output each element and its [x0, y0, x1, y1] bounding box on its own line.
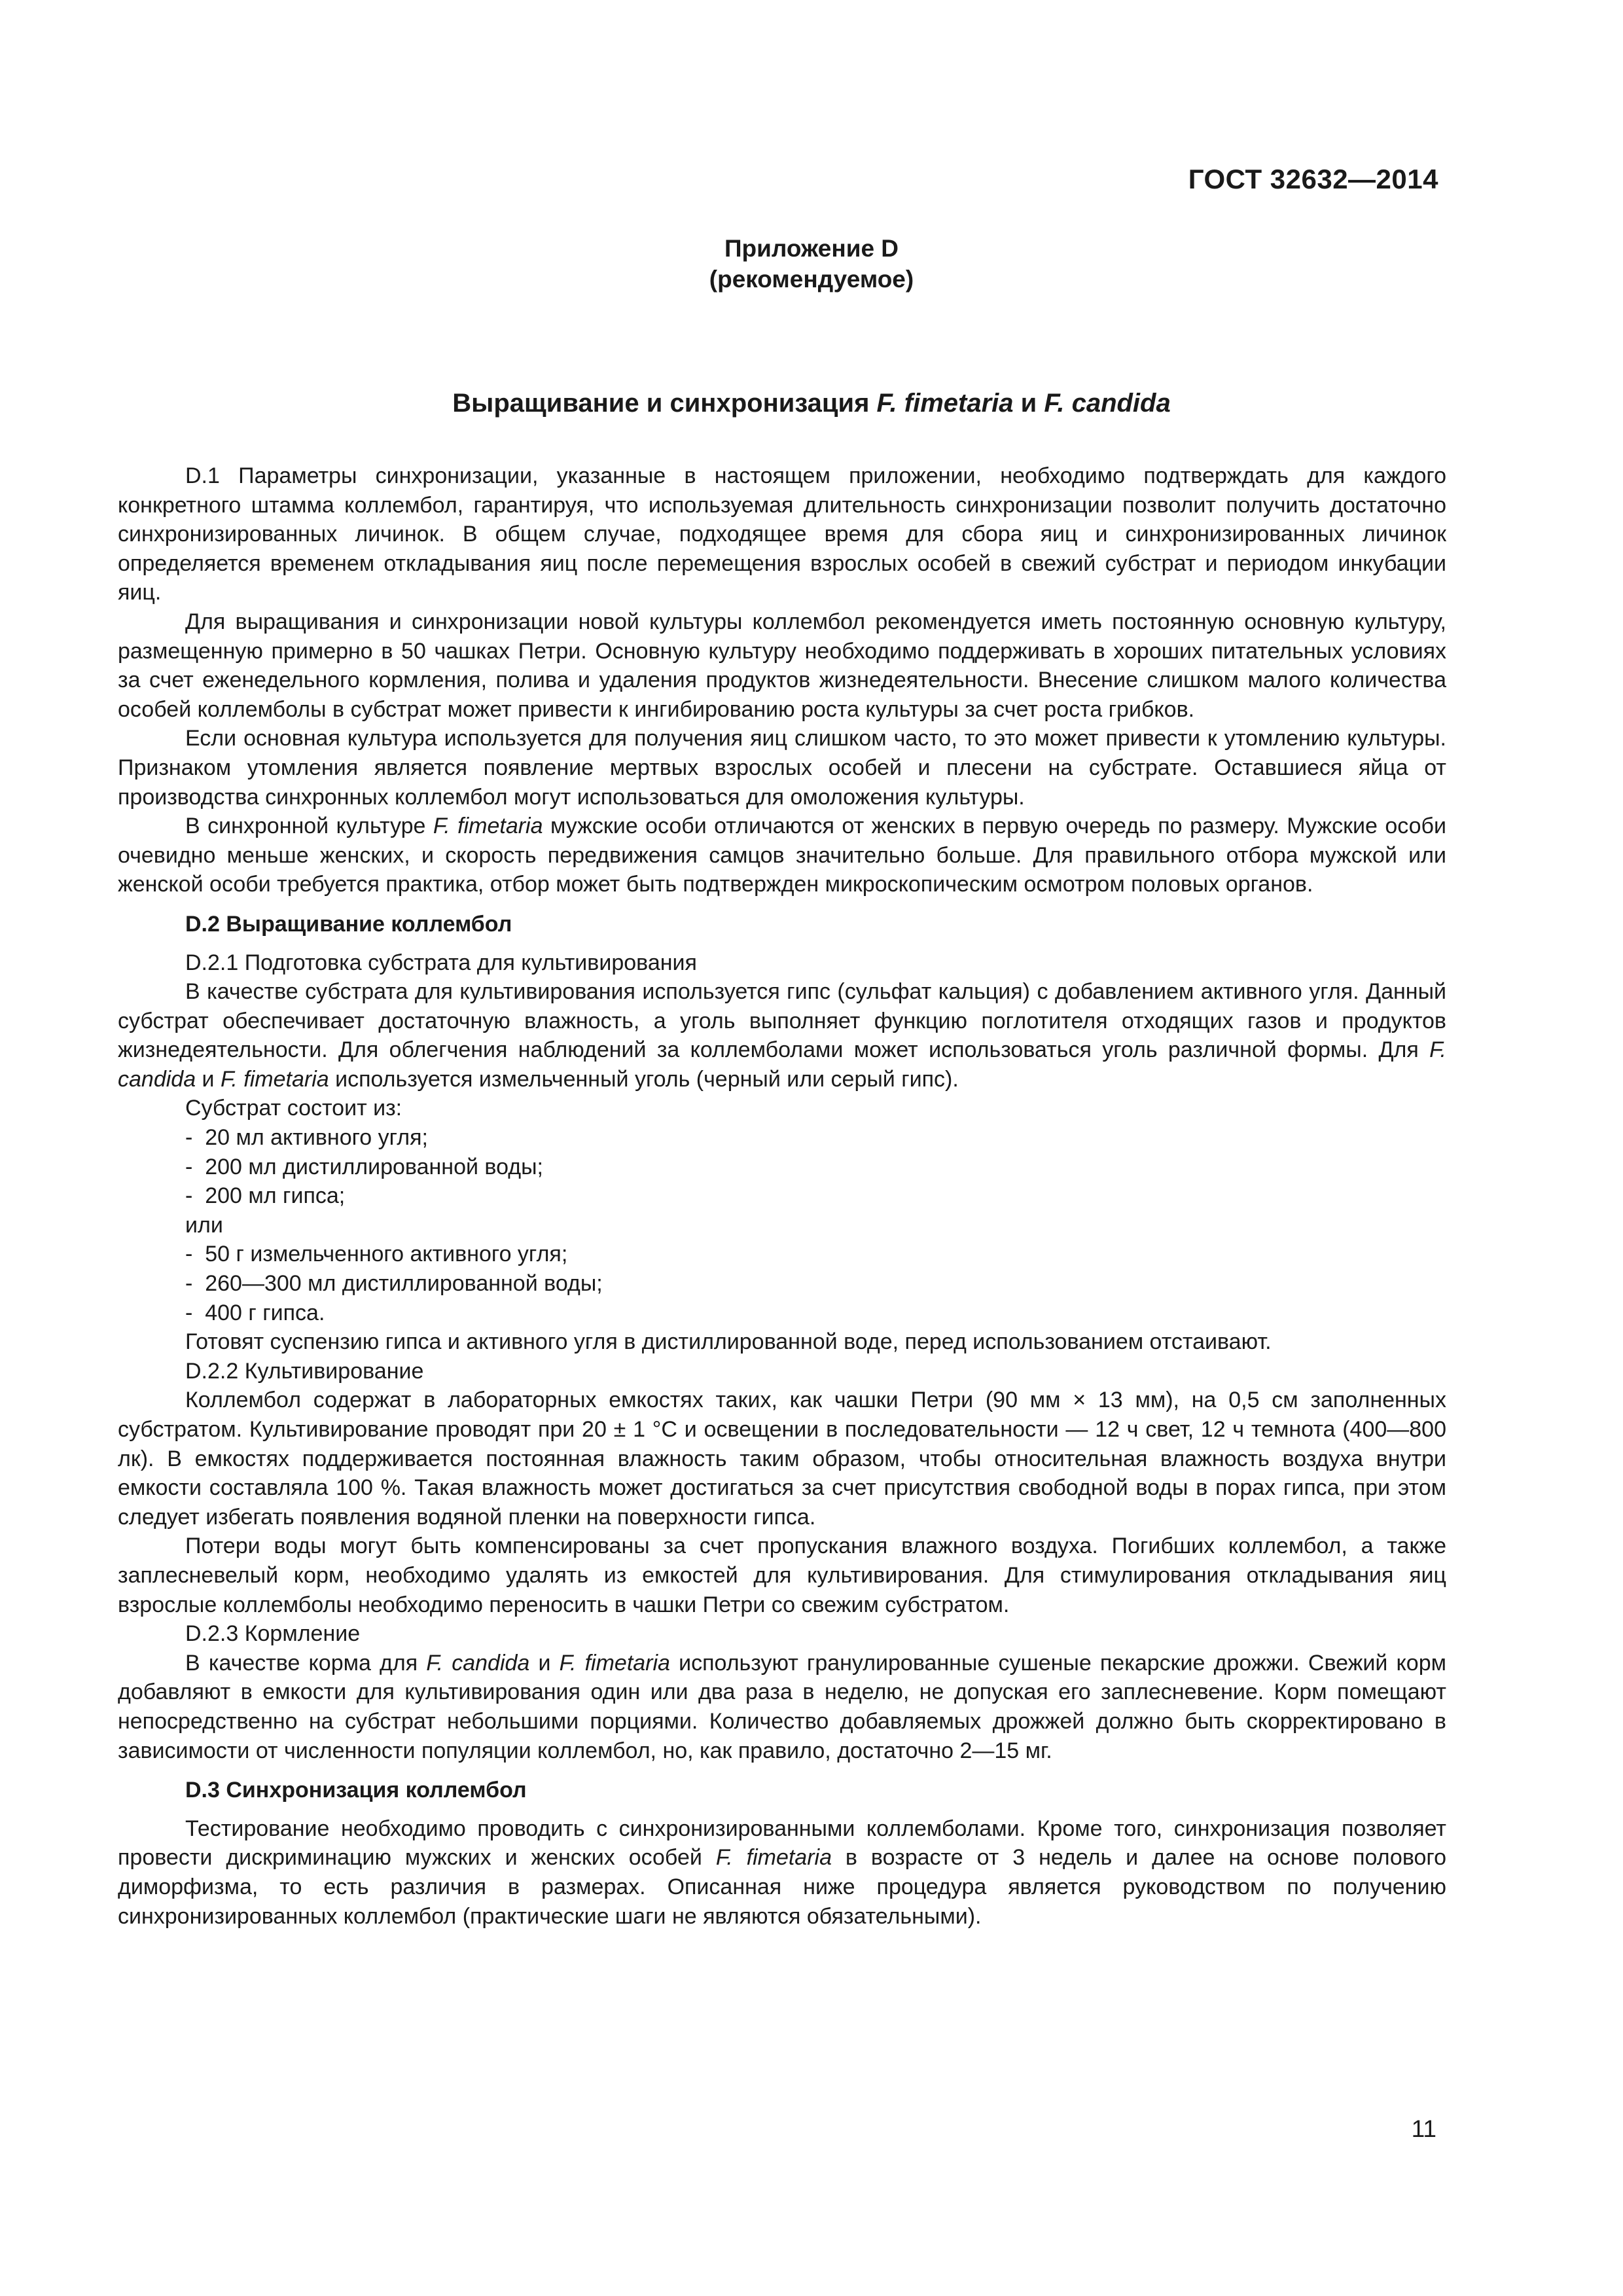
list-item: - 400 г гипса.: [185, 1299, 1446, 1328]
list-item: - 20 мл активного угля;: [185, 1123, 1446, 1153]
subsection-title-d2-2: D.2.2 Культивирование: [185, 1358, 424, 1384]
paragraph-d1-2: Для выращивания и синхронизации новой культуры коллембол рекомендуется иметь постоянную основную культуру, размещенную примерно в 50 чашках Петри. Основную культуру необходимо поддерживать в хороших питательных условиях за счет еженедельного кормления, полива и удаления продуктов жизнедеятельности. Внесение слишком малого количества особей коллемболы в субстрат может привести к ингибированию роста культуры за счет роста грибков.: [118, 609, 1446, 722]
paragraph-d2-1-3: Готовят суспензию гипса и активного угля в дистиллированной воде, перед использованием отстаивают.: [185, 1329, 1272, 1355]
list-item: - 260—300 мл дистиллированной воды;: [185, 1269, 1446, 1299]
paragraph-d2-2-2: Потери воды могут быть компенсированы за счет пропускания влажного воздуха. Погибших коллембол, а также заплесневелый корм, необходимо удалять из емкостей для культивирования. Для стимулирования откладывания яиц взрослые коллемболы необходимо переносить в чашки Петри со свежим субстратом.: [118, 1534, 1446, 1617]
annex-title: [0, 389, 1623, 418]
title-species-2: F. candida: [1044, 389, 1171, 418]
substrate-list-2: [118, 1240, 1446, 1327]
section-heading-d2: D.2 Выращивание коллембол: [185, 911, 512, 937]
paragraph-d2-1-1: В качестве субстрата для культивирования используется гипс (сульфат кальция) с добавлением активного угля. Данный субстрат обеспечивает достаточную влажность, а уголь выполняет функцию поглотителя отходящих газов и продуктов жизнедеятельности. Для облегчения наблюдений за коллемболами может использоваться уголь различной формы. Для F. candida и F. fimetaria используется измельченный уголь (черный или серый гипс).: [118, 979, 1446, 1092]
paragraph-d1-4: В синхронной культуре F. fimetaria мужские особи отличаются от женских в первую очередь по размеру. Мужские особи очевидно меньше женских, и скорость передвижения самцов значительно больше. Для правильного отбора мужской или женской особи требуется практика, отбор может быть подтвержден микроскопическим осмотром половых органов.: [118, 814, 1447, 897]
subsection-title-d2-3: D.2.3 Кормление: [185, 1621, 361, 1647]
annex-label: Приложение D: [724, 235, 899, 262]
paragraph-d3-1: Тестирование необходимо проводить с синхронизированными коллемболами. Кроме того, синхронизация позволяет провести дискриминацию мужских и женских особей F. fimetaria в возрасте от 3 недель и далее на основе полового диморфизма, то есть различия в размерах. Описанная ниже процедура является руководством по получению синхронизированных коллембол (практические шаги не являются обязательными).: [118, 1816, 1446, 1929]
species-name: F. fimetaria: [221, 1066, 329, 1092]
paragraph-d2-2-1: Коллембол содержат в лабораторных емкостях таких, как чашки Петри (90 мм × 13 мм), на 0,5 см заполненных субстратом. Культивирование проводят при 20 ± 1 °С и освещении в последовательности — 12 ч свет, 12 ч темнота (400—800 лк). В емкостях поддерживается постоянная влажность таким образом, чтобы относительная влажность воздуха внутри емкости составляла 100 %. Такая влажность может достигаться за счет присутствия свободной воды в порах гипса, при этом следует избегать появления водяной пленки на поверхности гипса.: [118, 1388, 1446, 1530]
standard-number: ГОСТ 32632—2014: [1188, 164, 1438, 194]
body-text: [118, 461, 1446, 1931]
annex-heading: [0, 233, 1623, 295]
species-name: F. fimetaria: [715, 1845, 832, 1871]
paragraph-d1-3: Если основная культура используется для получения яиц слишком часто, то это может привести к утомлению культуры. Признаком утомления является появление мертвых взрослых особей и плесени на субстрате. Оставшиеся яйца от производства синхронных коллембол могут использоваться для омоложения культуры.: [118, 726, 1446, 810]
section-heading-d3: D.3 Синхронизация коллембол: [185, 1778, 527, 1803]
paragraph-d2-3-1: В качестве корма для F. candida и F. fimetaria используют гранулированные сушеные пекарские дрожжи. Свежий корм добавляют в емкости для культивирования один или два раза в неделю, не допуская его заплесневение. Корм помещают непосредственно на субстрат небольшими порциями. Количество добавляемых дрожжей должно быть скорректировано в зависимости от численности популяции коллембол, но, как правило, достаточно 2—15 мг.: [118, 1650, 1446, 1763]
species-name: F. candida: [426, 1650, 530, 1676]
annex-status: (рекомендуемое): [709, 266, 914, 293]
title-conjunction: и: [1013, 389, 1044, 418]
list-item: - 50 г измельченного активного угля;: [185, 1240, 1446, 1269]
substrate-list-1: [118, 1123, 1446, 1211]
list-item: - 200 мл дистиллированной воды;: [185, 1153, 1446, 1182]
list-separator: или: [185, 1212, 223, 1238]
paragraph-d1-1: D.1 Параметры синхронизации, указанные в настоящем приложении, необходимо подтверждать для каждого конкретного штамма коллембол, гарантируя, что используемая длительность синхронизации позволит получить достаточно синхронизированных личинок. В общем случае, подходящее время для сбора яиц и синхронизированных личинок определяется временем откладывания яиц после перемещения взрослых особей в свежий субстрат и периодом инкубации яиц.: [118, 463, 1446, 605]
species-name: F. fimetaria: [433, 814, 543, 839]
list-item: - 200 мл гипса;: [185, 1181, 1446, 1211]
title-text: Выращивание и синхронизация: [452, 389, 877, 418]
subsection-title-d2-1: D.2.1 Подготовка субстрата для культивирования: [185, 950, 697, 975]
species-name: F. candida: [118, 1037, 1446, 1092]
species-name: F. fimetaria: [559, 1650, 670, 1676]
paragraph-d2-1-2: Субстрат состоит из:: [185, 1096, 402, 1121]
page-number: 11: [1411, 2115, 1436, 2142]
title-species-1: F. fimetaria: [876, 389, 1014, 418]
